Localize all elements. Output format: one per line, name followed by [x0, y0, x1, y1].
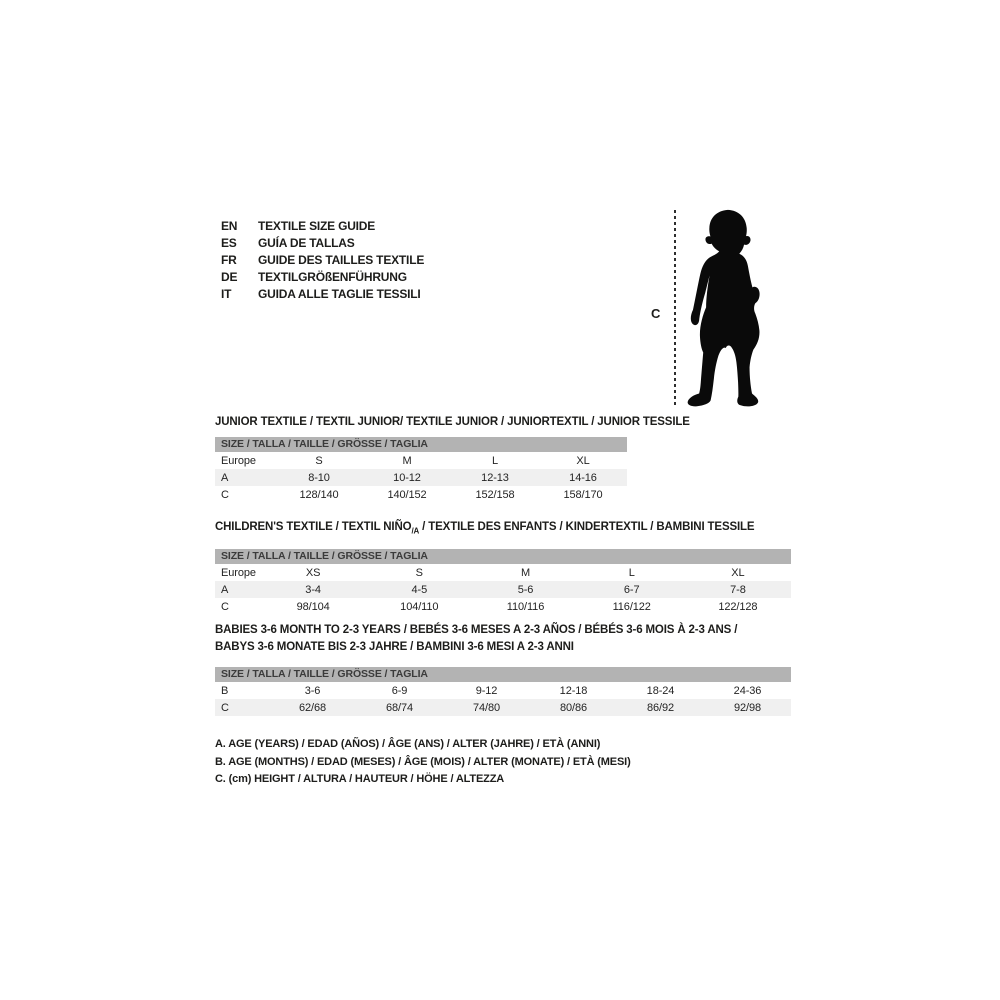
- row-label: Europe: [221, 454, 256, 467]
- language-label: GUIDA ALLE TAGLIE TESSILI: [258, 286, 421, 301]
- row-label: A: [221, 471, 229, 484]
- size-cell: 4-5: [411, 583, 428, 596]
- size-cell: L: [628, 566, 635, 579]
- size-cell: S: [315, 454, 323, 467]
- language-label: TEXTILE SIZE GUIDE: [258, 218, 376, 233]
- size-cell: 8-10: [308, 471, 330, 484]
- language-label: GUÍA DE TALLAS: [258, 235, 355, 250]
- size-cell: 122/128: [718, 600, 758, 613]
- junior-size-header-bar: SIZE / TALLA / TAILLE / GRÖSSE / TAGLIA: [215, 437, 627, 452]
- table-row: [215, 564, 791, 581]
- language-code: EN: [221, 218, 238, 233]
- language-code: ES: [221, 235, 237, 250]
- size-cell: 98/104: [296, 600, 330, 613]
- language-list: [221, 217, 424, 302]
- childrens-size-table: [215, 564, 791, 615]
- row-label: B: [221, 684, 229, 697]
- childrens-section-title: CHILDREN'S TEXTILE / TEXTIL $NIÑO_{/A}$ / TEXTILE DES ENFANTS / KINDERTEXTIL / BAMBINI TESSILE: [215, 521, 755, 536]
- size-cell: 80/86: [559, 701, 588, 714]
- toddler-silhouette-icon: [686, 206, 768, 408]
- language-code: IT: [221, 286, 232, 301]
- size-cell: 140/152: [387, 488, 427, 501]
- size-cell: 10-12: [393, 471, 421, 484]
- size-cell: 3-6: [304, 684, 321, 697]
- size-cell: 6-9: [391, 684, 408, 697]
- height-measure-line: [674, 210, 676, 408]
- size-cell: 110/116: [506, 600, 545, 613]
- size-cell: M: [520, 566, 531, 579]
- size-cell: 86/92: [646, 701, 675, 714]
- size-cell: XL: [576, 454, 590, 467]
- footnote-age-months: B. AGE (MONTHS) / EDAD (MESES) / ÂGE (MOIS) / ALTER (MONATE) / ETÀ (MESI): [215, 755, 631, 768]
- size-cell: 12-13: [481, 471, 509, 484]
- size-cell: 74/80: [472, 701, 501, 714]
- size-cell: 12-18: [559, 684, 588, 697]
- size-cell: 92/98: [733, 701, 762, 714]
- junior-size-table: [215, 452, 627, 503]
- size-cell: XS: [305, 566, 321, 579]
- size-cell: 9-12: [475, 684, 498, 697]
- row-label: C: [221, 600, 229, 613]
- size-cell: 24-36: [733, 684, 762, 697]
- language-label: TEXTILGRÖßENFÜHRUNG: [258, 269, 407, 284]
- language-row: [221, 268, 424, 285]
- size-cell: 18-24: [646, 684, 675, 697]
- table-row: [215, 469, 627, 486]
- size-cell: 68/74: [385, 701, 414, 714]
- table-row: [215, 581, 791, 598]
- junior-section-title: JUNIOR TEXTILE / TEXTIL JUNIOR/ TEXTILE JUNIOR / JUNIORTEXTIL / JUNIOR TESSILE: [215, 416, 690, 428]
- language-row: [221, 251, 424, 268]
- childrens-size-header-bar: SIZE / TALLA / TAILLE / GRÖSSE / TAGLIA: [215, 549, 791, 564]
- footnotes: [215, 736, 631, 789]
- language-code: FR: [221, 252, 237, 267]
- row-label: C: [221, 701, 229, 714]
- footnote-age-years: A. AGE (YEARS) / EDAD (AÑOS) / ÂGE (ANS) / ALTER (JAHRE) / ETÀ (ANNI): [215, 738, 601, 750]
- size-cell: 116/122: [612, 600, 651, 613]
- size-cell: 3-4: [305, 583, 321, 596]
- size-cell: S: [415, 566, 423, 579]
- junior-textile-section: [215, 414, 690, 503]
- language-row: [221, 234, 424, 251]
- size-cell: L: [491, 454, 499, 467]
- language-label: GUIDE DES TAILLES TEXTILE: [258, 252, 425, 267]
- table-row: [215, 682, 791, 699]
- size-cell: M: [402, 454, 412, 467]
- size-cell: 14-16: [569, 471, 597, 484]
- size-cell: 62/68: [298, 701, 327, 714]
- language-code: DE: [221, 269, 238, 284]
- size-cell: 7-8: [730, 583, 746, 596]
- height-measure-label: C: [651, 306, 661, 321]
- childrens-textile-section: [215, 519, 791, 615]
- table-row: [215, 452, 627, 469]
- size-cell: 128/140: [299, 488, 339, 501]
- babies-section-title-line1: BABIES 3-6 MONTH TO 2-3 YEARS / BEBÉS 3-6 MESES A 2-3 AÑOS / BÉBÉS 3-6 MOIS À 2-3 ANS /: [215, 624, 738, 636]
- footnote-height-cm: C. (cm) HEIGHT / ALTURA / HAUTEUR / HÖHE / ALTEZZA: [215, 773, 505, 785]
- babies-section-title-line2: BABYS 3-6 MONATE BIS 2-3 JAHRE / BAMBINI 3-6 MESI A 2-3 ANNI: [215, 641, 574, 653]
- language-row: [221, 217, 424, 234]
- row-label: Europe: [221, 566, 256, 579]
- row-label: C: [221, 488, 229, 501]
- table-row: [215, 486, 627, 503]
- size-cell: 158/170: [563, 488, 603, 501]
- table-row: [215, 699, 791, 716]
- babies-size-header-bar: SIZE / TALLA / TAILLE / GRÖSSE / TAGLIA: [215, 667, 791, 682]
- table-row: [215, 598, 791, 615]
- language-row: [221, 285, 424, 302]
- size-cell: XL: [731, 566, 745, 579]
- row-label: A: [221, 583, 229, 596]
- babies-textile-section: [215, 622, 791, 716]
- size-cell: 6-7: [623, 583, 640, 596]
- size-cell: 152/158: [475, 488, 515, 501]
- babies-size-table: [215, 682, 791, 716]
- size-cell: 5-6: [517, 583, 534, 596]
- size-cell: 104/110: [400, 600, 439, 613]
